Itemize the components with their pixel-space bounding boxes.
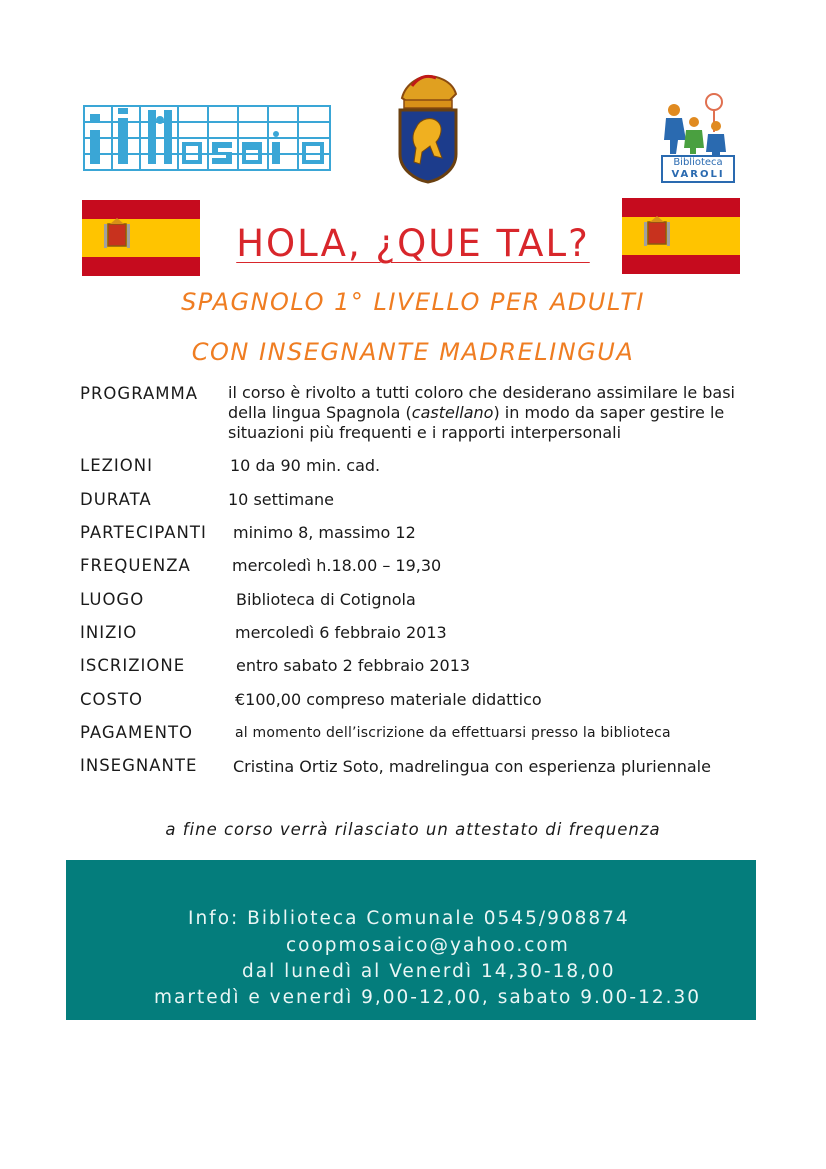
durata-label: DURATA xyxy=(80,490,152,509)
partecipanti-label: PARTECIPANTI xyxy=(80,523,207,542)
partecipanti-value: minimo 8, massimo 12 xyxy=(233,523,416,542)
info-box xyxy=(66,860,756,1020)
page-title xyxy=(200,222,626,265)
varoli-label: VAROLI xyxy=(671,169,725,180)
info-phone: Info: Biblioteca Comunale 0545/908874 xyxy=(188,908,630,929)
pagamento-value: al momento dell’iscrizione da effettuarsi presso la biblioteca xyxy=(235,725,671,741)
luogo-label: LUOGO xyxy=(80,590,145,609)
programma-text-2: ) in modo da saper gestire le situazioni più frequenti e i rapporti interpersonali xyxy=(228,403,725,442)
luogo-value: Biblioteca di Cotignola xyxy=(236,590,416,609)
course-subtitle: SPAGNOLO 1° LIVELLO PER ADULTI xyxy=(181,288,645,316)
insegnante-value: Cristina Ortiz Soto, madrelingua con esperienza pluriennale xyxy=(233,757,711,776)
biblioteca-varoli-logo xyxy=(660,92,736,184)
coat-of-arms-crest xyxy=(392,72,464,184)
il-mosaico-logo xyxy=(82,100,332,176)
certificate-note: a fine corso verrà rilasciato un attestato di frequenza xyxy=(165,820,661,839)
info-hours-weekdays: dal lunedì al Venerdì 14,30-18,00 xyxy=(242,961,616,982)
inizio-label: INIZIO xyxy=(80,623,138,642)
frequenza-value: mercoledì h.18.00 – 19,30 xyxy=(232,556,442,575)
costo-value: €100,00 compreso materiale didattico xyxy=(235,690,542,709)
programma-description xyxy=(228,383,748,443)
insegnante-label: INSEGNANTE xyxy=(80,756,198,775)
frequenza-label: FREQUENZA xyxy=(80,556,191,575)
teacher-subtitle: CON INSEGNANTE MADRELINGUA xyxy=(191,338,635,366)
info-hours-mornings: martedì e venerdì 9,00-12,00, sabato 9.00-12.30 xyxy=(154,987,702,1008)
lezioni-label: LEZIONI xyxy=(80,456,153,475)
costo-label: COSTO xyxy=(80,690,144,709)
page-title-text: HOLA, ¿QUE TAL? xyxy=(236,222,590,265)
inizio-value: mercoledì 6 febbraio 2013 xyxy=(235,623,447,642)
programma-text-italic: castellano xyxy=(411,403,494,422)
biblioteca-label: Biblioteca xyxy=(673,157,723,168)
iscrizione-value: entro sabato 2 febbraio 2013 xyxy=(236,656,471,675)
lezioni-value: 10 da 90 min. cad. xyxy=(230,456,381,475)
info-email: coopmosaico@yahoo.com xyxy=(286,935,570,956)
iscrizione-label: ISCRIZIONE xyxy=(80,656,186,675)
pagamento-label: PAGAMENTO xyxy=(80,723,194,742)
spain-flag-left xyxy=(82,200,200,276)
spain-flag-right xyxy=(622,198,740,274)
programma-text-1: il corso è rivolto a tutti coloro che desiderano assimilare le basi della lingua Spagnola ( xyxy=(228,383,735,422)
durata-value: 10 settimane xyxy=(228,490,334,509)
programma-label: PROGRAMMA xyxy=(80,384,199,403)
